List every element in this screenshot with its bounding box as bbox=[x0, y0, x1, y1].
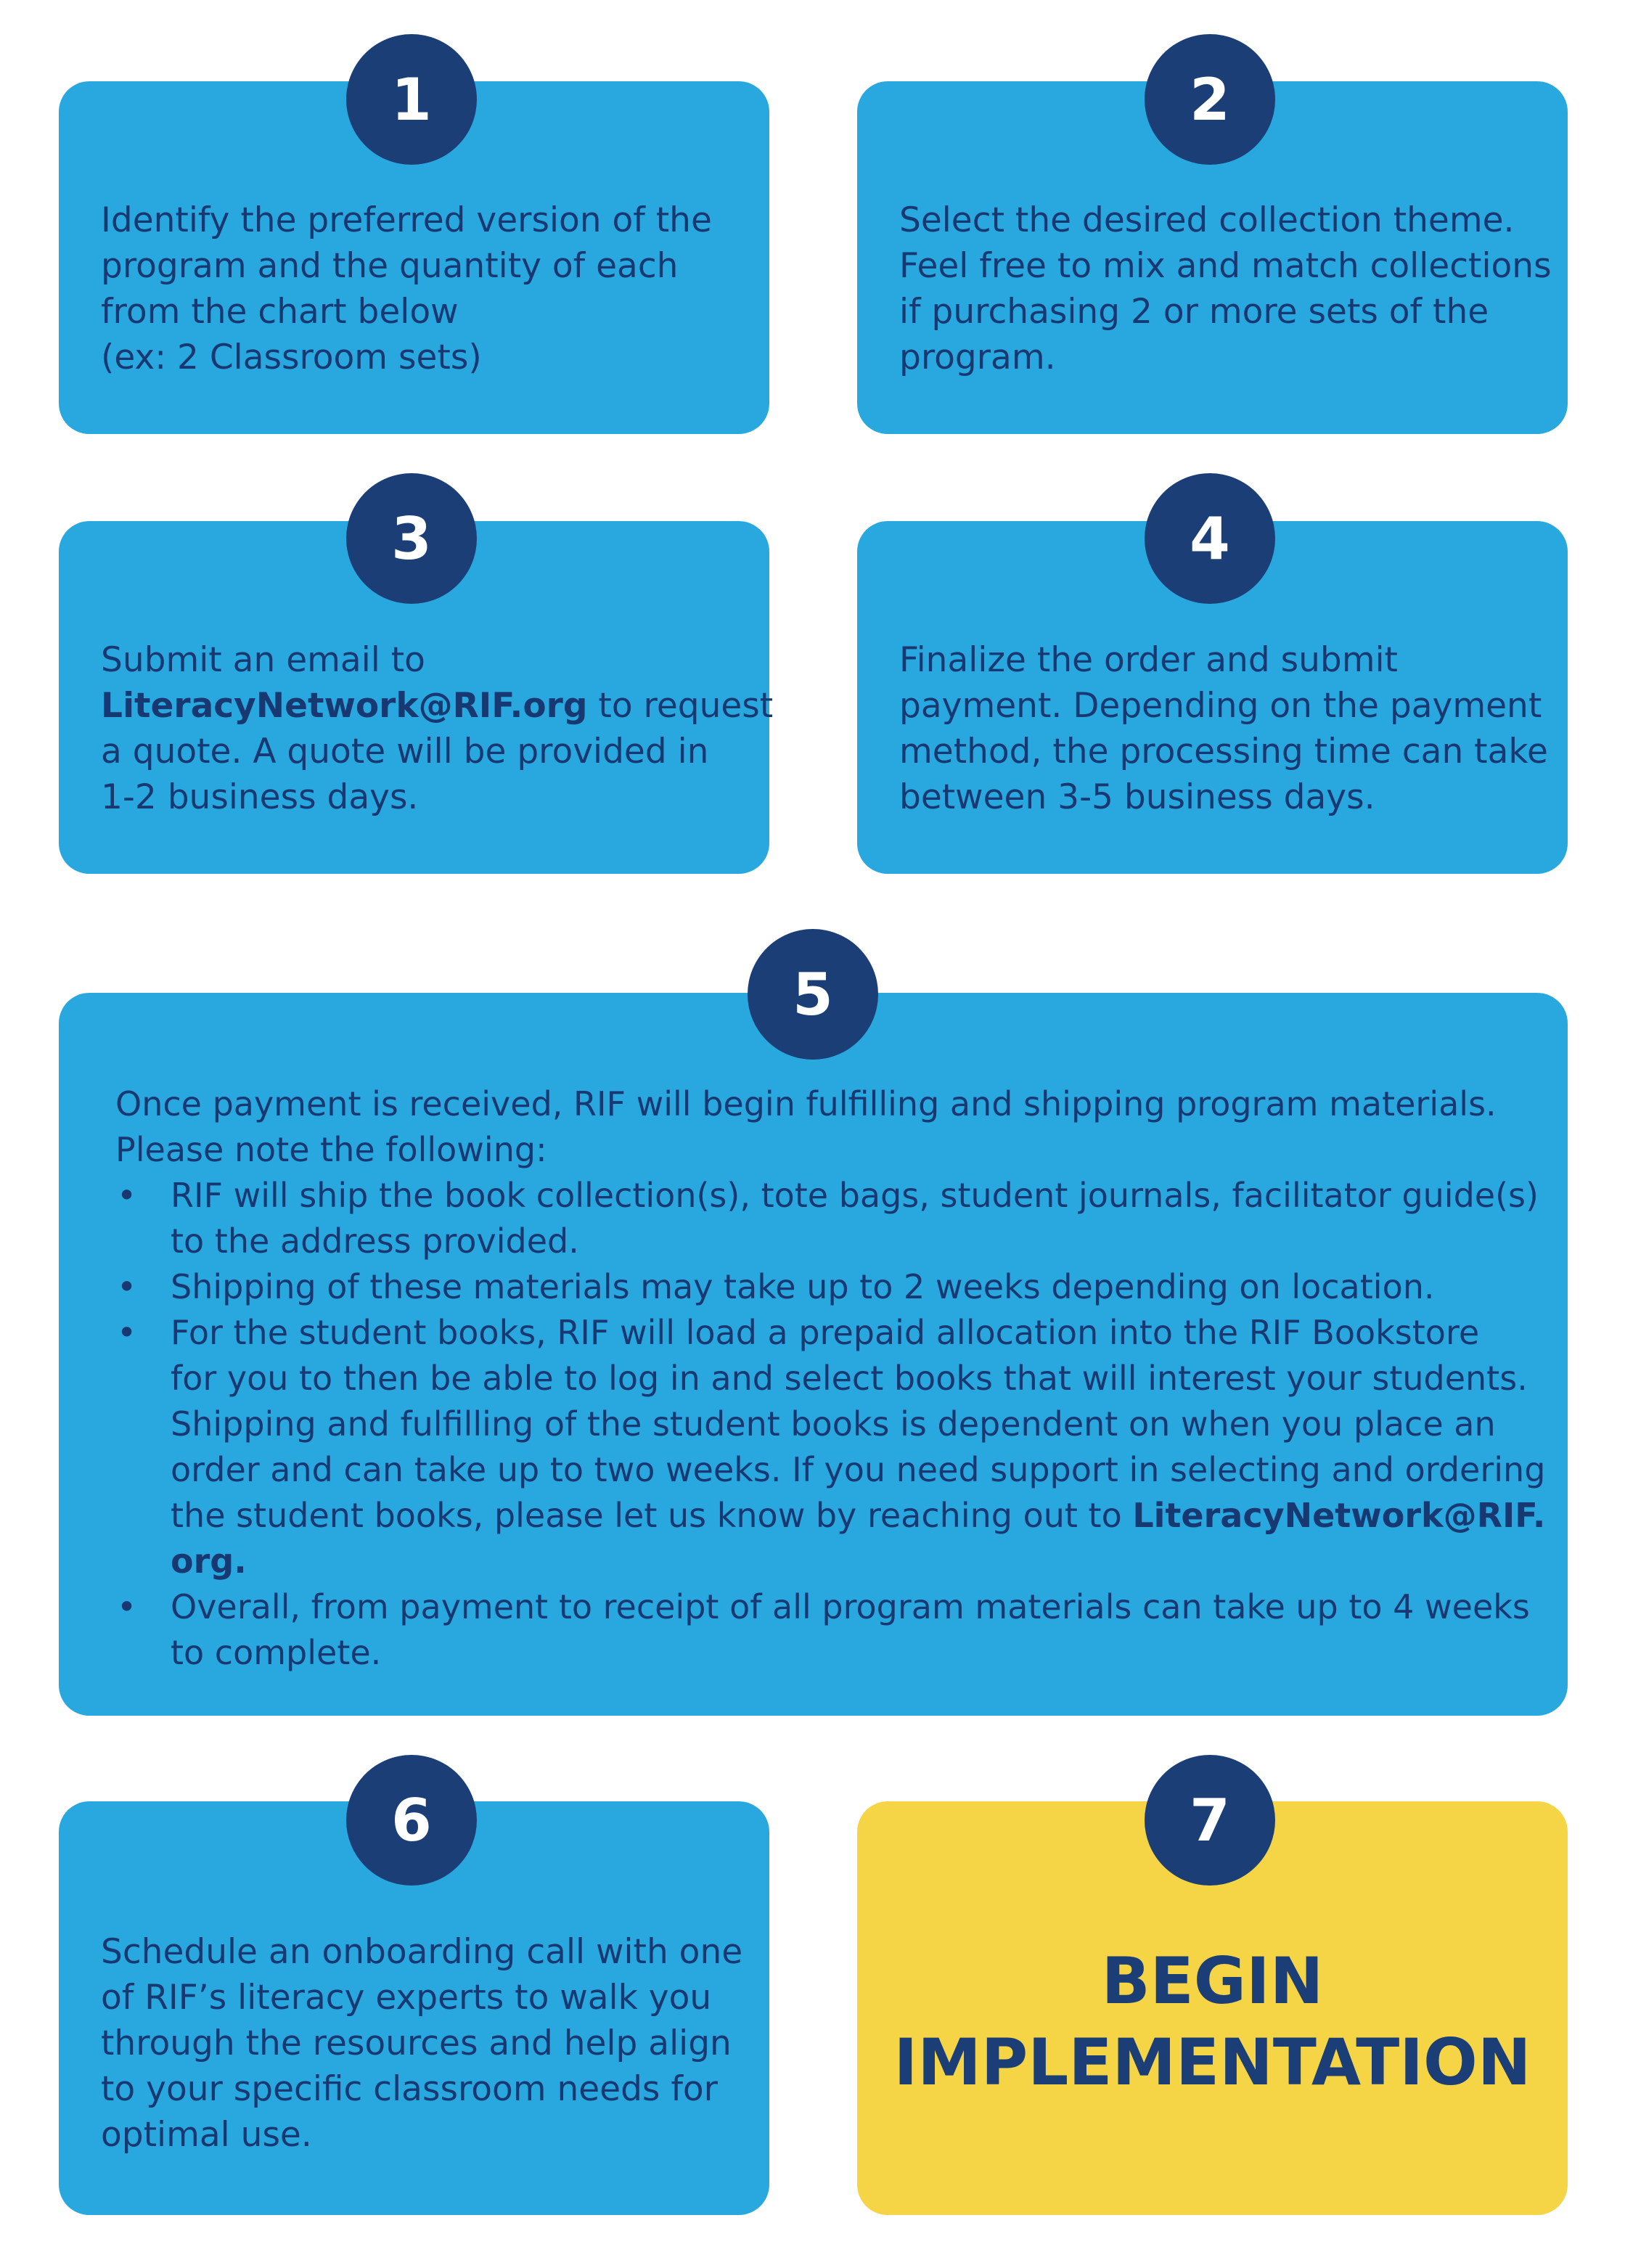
step-2-line: program. bbox=[899, 337, 1056, 377]
step-3-email-link[interactable]: LiteracyNetwork@RIF.org bbox=[101, 686, 588, 726]
step-6-line: of RIF’s literacy experts to walk you bbox=[101, 1978, 712, 2018]
step-2-text bbox=[899, 197, 1552, 380]
step-2-line: Select the desired collection theme. bbox=[899, 200, 1515, 240]
bullet-line: order and can take up to two weeks. If you need support in selecting and ordering bbox=[171, 1450, 1546, 1489]
step-6-number-badge: 6 bbox=[346, 1755, 477, 1886]
step-3-line: 1-2 business days. bbox=[101, 777, 419, 817]
bullet-line: • For the student books, RIF will load a prepaid allocation into the RIF Bookstore bbox=[171, 1313, 1480, 1352]
step-2-number-badge: 2 bbox=[1145, 34, 1275, 165]
step-4-line: Finalize the order and submit bbox=[899, 640, 1398, 680]
step-1-line: Identify the preferred version of the bbox=[101, 200, 712, 240]
step-1-text bbox=[101, 197, 712, 380]
step-5-bullet-list bbox=[115, 1173, 1545, 1676]
step-3-number-badge: 3 bbox=[346, 473, 477, 604]
bullet-line: for you to then be able to log in and select books that will interest your students. bbox=[171, 1359, 1528, 1398]
step-1-number-badge: 1 bbox=[346, 34, 477, 165]
step-4-line: method, the processing time can take bbox=[899, 732, 1548, 771]
step-3-line-rest: to request bbox=[587, 686, 774, 726]
step-6-line: to your specific classroom needs for bbox=[101, 2069, 718, 2109]
step-5-bullet bbox=[115, 1584, 1545, 1676]
step-7-number-badge: 7 bbox=[1145, 1755, 1275, 1886]
step-5-email-link-cont[interactable]: org. bbox=[171, 1542, 247, 1581]
step-5-intro: Once payment is received, RIF will begin fulfilling and shipping program materials. bbox=[115, 1084, 1497, 1123]
bullet-line bbox=[171, 1493, 1545, 1539]
bullet-line: to complete. bbox=[171, 1633, 382, 1672]
begin-implementation-heading bbox=[857, 1941, 1568, 2103]
step-5-intro: Please note the following: bbox=[115, 1130, 547, 1169]
begin-heading-line: IMPLEMENTATION bbox=[893, 2025, 1531, 2100]
step-1-line: program and the quantity of each bbox=[101, 246, 679, 286]
step-1-line: from the chart below bbox=[101, 292, 459, 332]
bullet-line: to the address provided. bbox=[171, 1221, 579, 1261]
step-5-email-link[interactable]: LiteracyNetwork@RIF. bbox=[1132, 1496, 1546, 1535]
step-5-bullet bbox=[115, 1173, 1545, 1264]
step-5-card bbox=[59, 993, 1568, 1716]
step-3-line: a quote. A quote will be provided in bbox=[101, 732, 709, 771]
step-6-text bbox=[101, 1929, 742, 2158]
step-5-bullet bbox=[115, 1310, 1545, 1584]
step-5-number-badge: 5 bbox=[748, 929, 878, 1060]
step-4-number-badge: 4 bbox=[1145, 473, 1275, 604]
begin-heading-line: BEGIN bbox=[1101, 1944, 1324, 2018]
step-6-line: through the resources and help align bbox=[101, 2023, 732, 2063]
step-6-line: Schedule an onboarding call with one bbox=[101, 1932, 743, 1972]
bullet-line: • Overall, from payment to receipt of all program materials can take up to 4 weeks bbox=[171, 1587, 1530, 1626]
step-3-line: Submit an email to bbox=[101, 640, 425, 680]
bullet-line: • Shipping of these materials may take up to 2 weeks depending on location. bbox=[171, 1267, 1435, 1306]
step-4-line: between 3-5 business days. bbox=[899, 777, 1375, 817]
step-3-line bbox=[101, 683, 773, 729]
step-5-text bbox=[115, 1081, 1545, 1676]
bullet-line bbox=[171, 1539, 1545, 1584]
step-5-bullet bbox=[115, 1264, 1545, 1310]
step-6-line: optimal use. bbox=[101, 2115, 312, 2155]
bullet-line: • RIF will ship the book collection(s), tote bags, student journals, facilitator guide(s) bbox=[171, 1176, 1539, 1215]
step-4-line: payment. Depending on the payment bbox=[899, 686, 1542, 726]
step-2-line: Feel free to mix and match collections bbox=[899, 246, 1552, 286]
step-1-line: (ex: 2 Classroom sets) bbox=[101, 337, 482, 377]
step-3-text bbox=[101, 637, 773, 820]
step-2-line: if purchasing 2 or more sets of the bbox=[899, 292, 1489, 332]
bullet-line-text: the student books, please let us know by reaching out to bbox=[171, 1496, 1133, 1535]
bullet-line: Shipping and fulfilling of the student books is dependent on when you place an bbox=[171, 1404, 1496, 1444]
step-4-text bbox=[899, 637, 1548, 820]
